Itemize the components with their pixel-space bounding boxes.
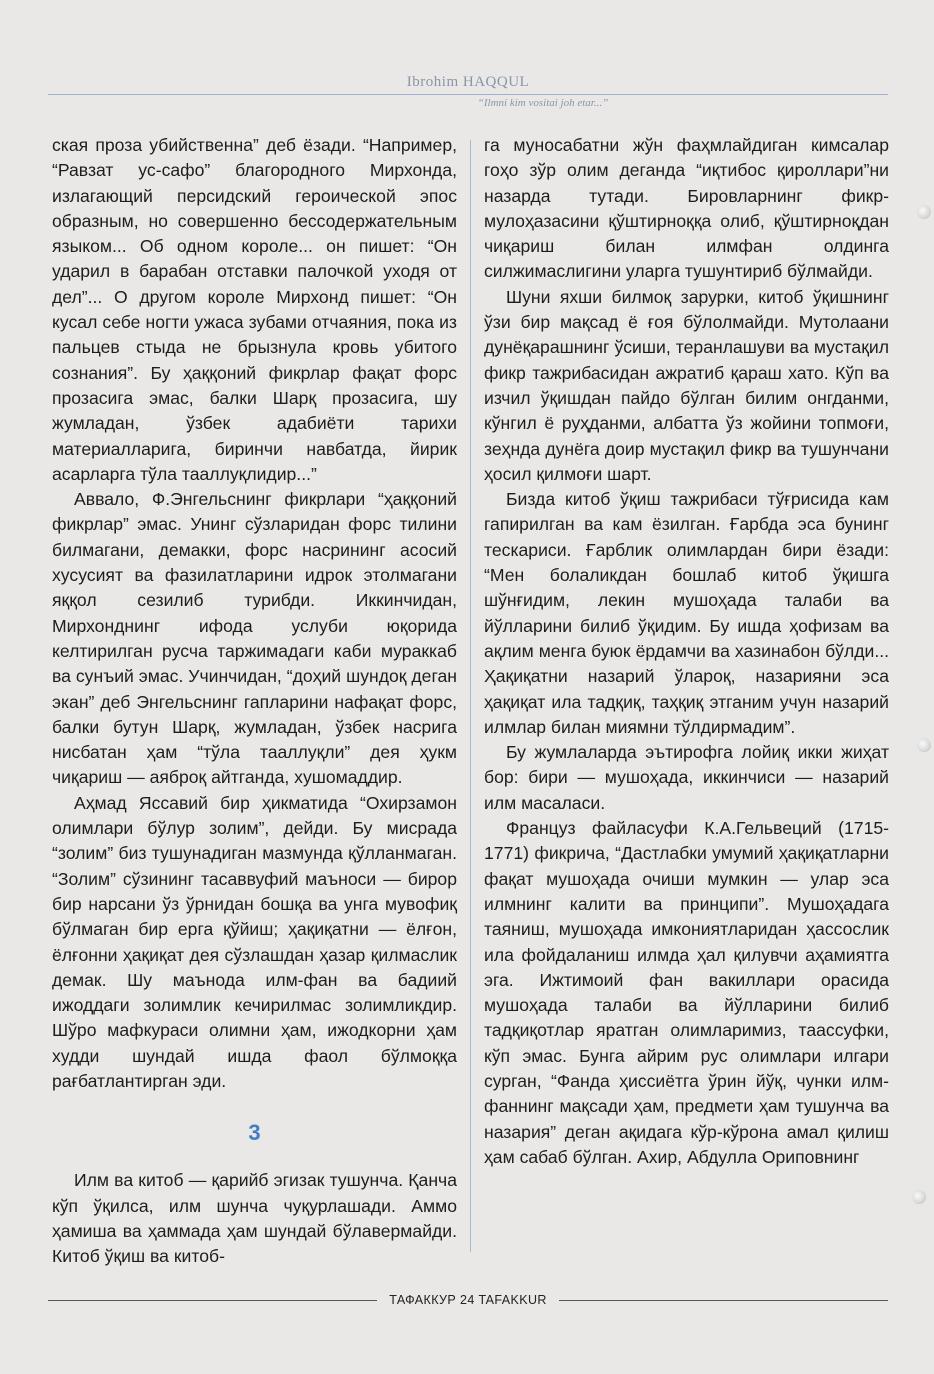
header-motto: “Ilmni kim vositai joh etar...” bbox=[477, 97, 609, 109]
page-footer bbox=[48, 1290, 888, 1310]
right-paragraph-2: Шуни яхши билмоқ зарурки, китоб ўқишнинг ўзи бир мақсад ё ғоя бўлолмайди. Мутолаани дунёқарашнинг ўсиши, теранлашуви ва мустақил фикр тажрибасидан ажратиб қараш хато. Кўп ва изчил ўқишдан пайдо бўлган билим онгданми, кўнгил ё руҳданми, албатта ўз жойини топмоғи, зеҳнда дунёга доир мустақил фикр ва тушунчани ҳосил қилмоғи шарт. bbox=[484, 286, 889, 484]
left-column bbox=[52, 133, 457, 1269]
footer-rule-left bbox=[48, 1300, 377, 1301]
left-paragraph-1: ская проза убийственна” деб ёзади. “Например, “Равзат ус-сафо” благородного Мирхонда, излагающий персидский героической эпос образным, но совершенно бессодержательным языком... Об одном короле... он пишет: “Он ударил в барабан отставки палочкой уходя от дел”... О другом короле Мирхонд пишет: “Он кусал себе ногти ужаса зубами отчаяния, пока из пальцев стыда не брызнула кровь убитого сознания”. Бу ҳаққоний фикрлар фақат форс прозасига эмас, балки Шарқ прозасига, шу жумладан, ўзбек адабиёти тарихи материалларига, биринчи навбатда, йирик асарларга тўла тааллуқлидир...” bbox=[52, 135, 457, 484]
running-header bbox=[48, 74, 888, 109]
footer-label: ТАФАККУР 24 TAFAKKUR bbox=[389, 1293, 547, 1307]
right-paragraph-1: га муносабатни жўн фаҳмлайдиган кимсалар гоҳо зўр олим деганда “иқтибос қироллари”ни назарда тутади. Бировларнинг фикр-мулоҳазасини қўштирноққа олиб, қўштирноқдан чиқариш билан илмфан олдинга силжимаслигини уларга тушунтириб бўлмайди. bbox=[484, 135, 889, 282]
footer-rule-right bbox=[559, 1300, 888, 1301]
column-divider bbox=[470, 140, 471, 1252]
right-paragraph-5: Француз файласуфи К.А.Гельвеций (1715-1771) фикрича, “Дастлабки умумий ҳақиқатларни фақат мушоҳада очиши мумкин — улар эса илмнинг калити ва принципи”. Мушоҳадага таяниш, мушоҳада имкониятларидан ҳассослик ила фойдаланиш илмда ҳал қилувчи аҳамиятга эга. Ижтимоий фан вакиллари орасида мушоҳада талаби ва йўлларини билиб тадқиқотлар яратган олимларимиз, таассуфки, кўп эмас. Бунга айрим рус олимлари илгари сурган, “Фанда ҳиссиётга ўрин йўқ, чунки илм-фаннинг мақсади ҳам, предмети ҳам тушунча ва назария” деган ақидага кўр-кўрона амал қилиш ҳам сабаб бўлган. Ахир, Абдулла Ориповнинг bbox=[484, 818, 889, 1167]
punch-hole-middle bbox=[917, 738, 931, 752]
right-paragraph-3: Бизда китоб ўқиш тажрибаси тўғрисида кам гапирилган ва кам ёзилган. Ғарбда эса бунинг тескариси. Ғарблик олимлардан бири ёзади: “Мен болаликдан бошлаб китоб ўқишга шўнғидим, лекин мушоҳада талаби ва йўлларини билиб ўқидим. Бу ишда ҳофизам ва ақлим менга буюк ёрдамчи ва хазинабон бўлди... Ҳақиқатни назарий ўлароқ, назарияни эса ҳақиқат ила тадқиқ, таҳқиқ этганим учун назарий илмлар билан миямни тўлдирмадим”. bbox=[484, 489, 889, 737]
right-paragraph-4: Бу жумлаларда эътирофга лойиқ икки жиҳат бор: бири — мушоҳада, иккинчиси — назарий илм масаласи. bbox=[484, 742, 889, 813]
left-paragraph-3: Аҳмад Яссавий бир ҳикматида “Охирзамон олимлари бўлур золим”, дейди. Бу мисрада “золим” биз тушунадиган мазмунда қўлланмаган. “Золим” сўзининг тасаввуфий маъноси — бирор бир нарсани ўз ўрнидан бошқа ва унга мувофиқ бўлмаган бир ерга қўйиш; ҳақиқатни — ёлғон, ёлғонни ҳақиқат дея сўзлашдан ҳазар қилмаслик демак. Шу маънода илм-фан ва бадиий ижоддаги золимлик кечирилмас золимликдир. Шўро мафкураси олимни ҳам, ижодкорни ҳам худди шундай ишда фаол бўлмоққа рағбатлантирган эди. bbox=[52, 792, 457, 1091]
header-rule bbox=[48, 94, 888, 95]
punch-hole-top bbox=[917, 205, 931, 219]
right-column bbox=[484, 133, 889, 1170]
punch-hole-bottom bbox=[912, 1190, 926, 1204]
section-number: 3 bbox=[248, 1120, 261, 1146]
left-paragraph-2: Аввало, Ф.Энгельснинг фикрлари “ҳаққоний фикрлар” эмас. Унинг сўзларидан форс тилини билмагани, демакки, форс насрининг асосий хусусият ва фазилатларини идрок этолмагани яққол сезилиб турибди. Иккинчидан, Мирхонднинг ифода услуби юқорида келтирилган русча таржимадаги каби мураккаб ва сунъий эмас. Учинчидан, “доҳий шундоқ деган экан” деб Энгельснинг гапларини нафақат форс, балки бутун Шарқ, жумладан, ўзбек насрига нисбатан ҳам “тўла тааллуқли” дея ҳукм чиқариш — аяброқ айтганда, хушомаддир. bbox=[52, 489, 457, 788]
left-paragraph-4: Илм ва китоб — қарийб эгизак тушунча. Қанча кўп ўқилса, илм шунча чуқурлашади. Аммо ҳамиша ва ҳаммада ҳам шундай бўлавермайди. Китоб ўқиш ва китоб- bbox=[52, 1170, 457, 1267]
header-author: Ibrohim HAQQUL bbox=[406, 74, 530, 90]
